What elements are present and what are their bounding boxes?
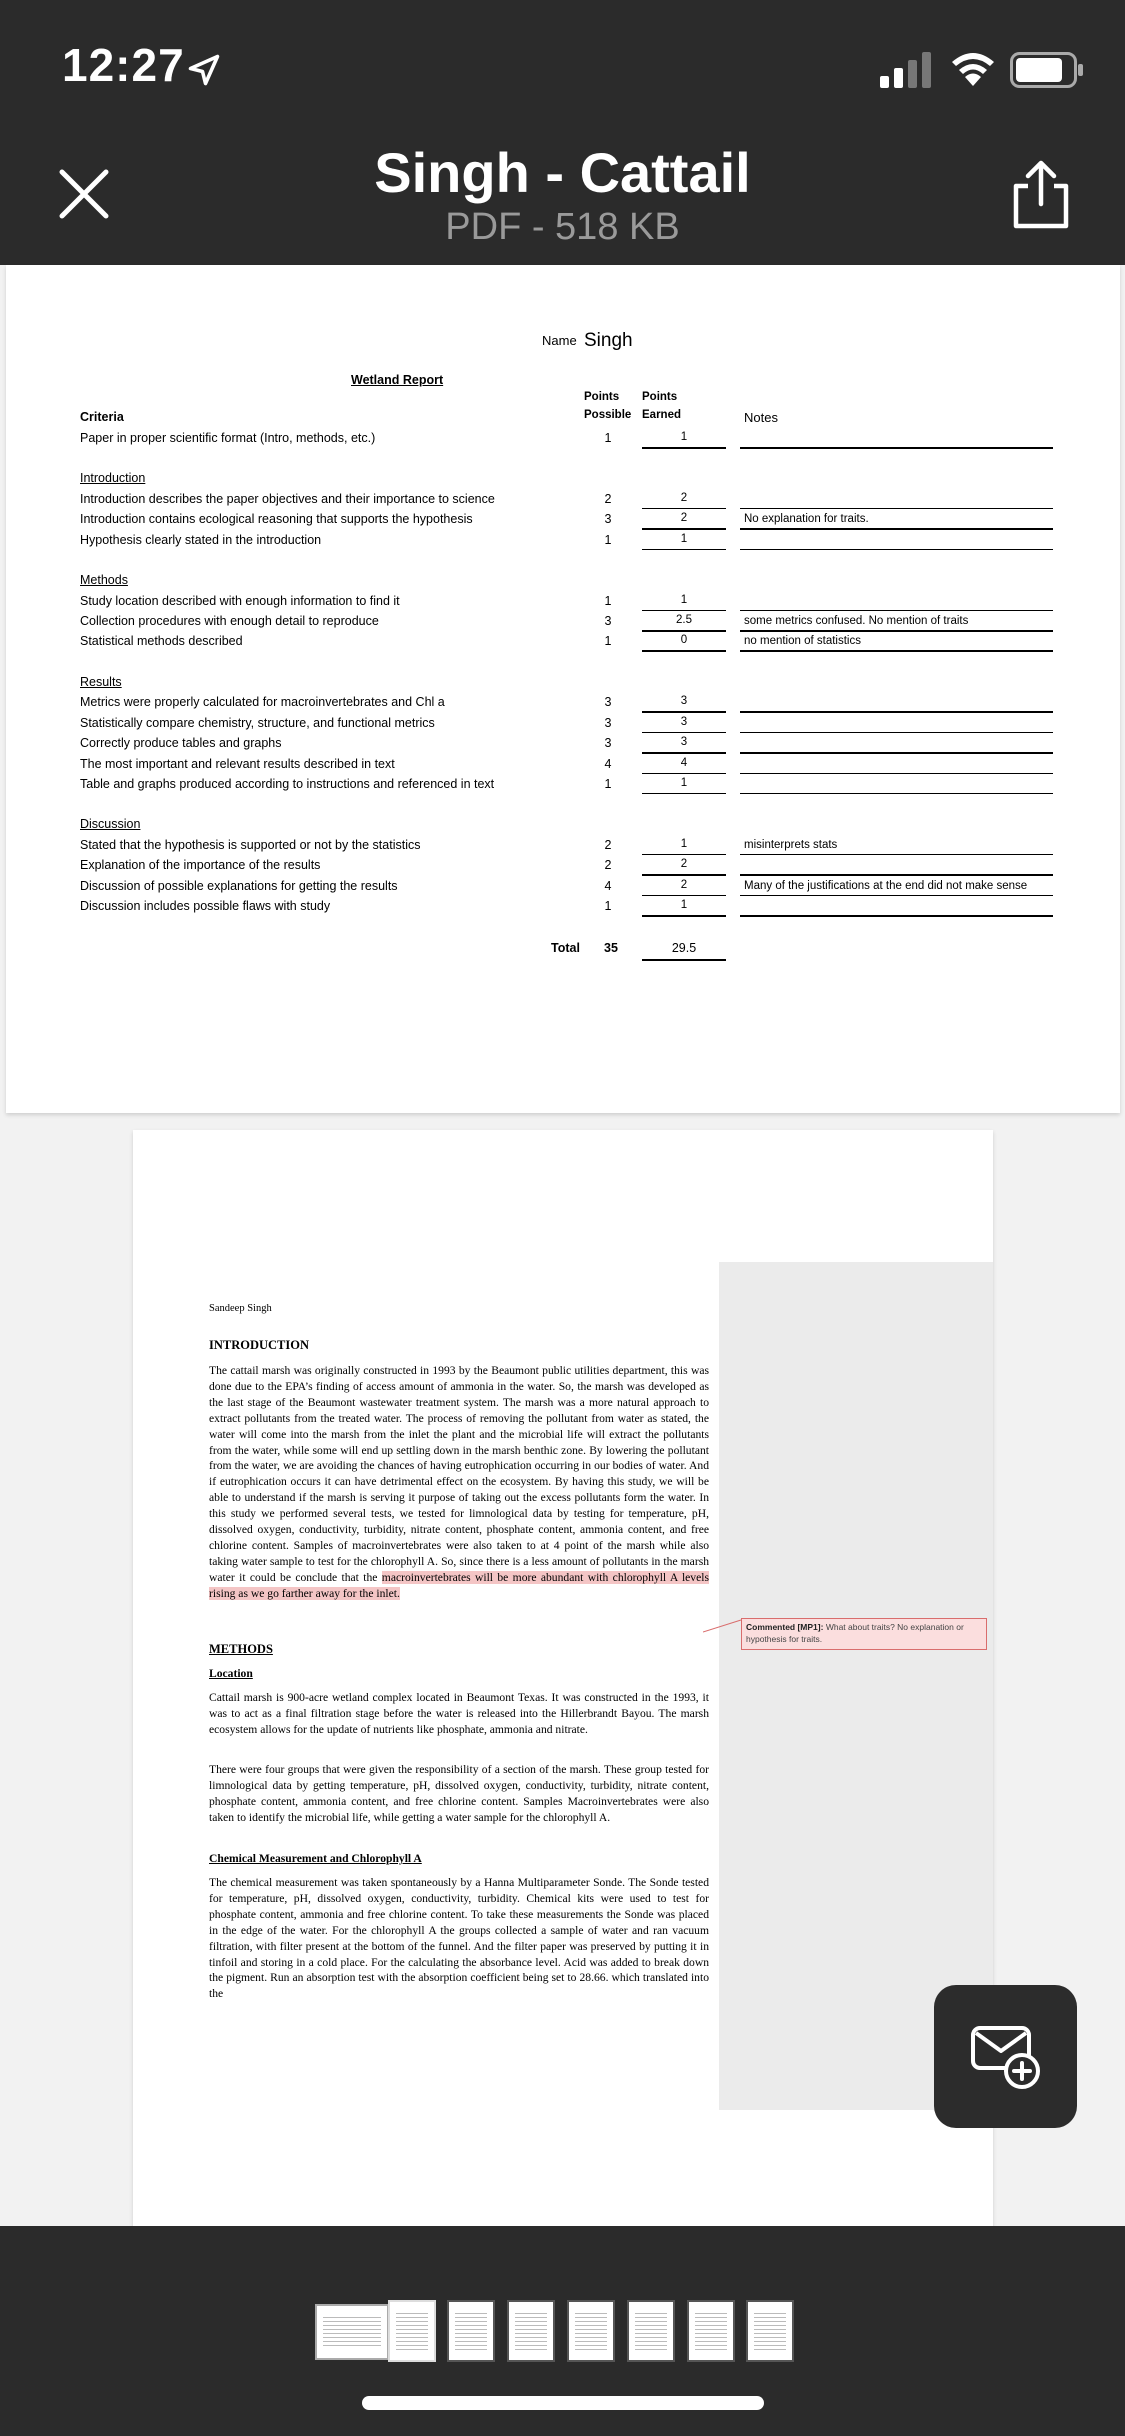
points-earned: 1 <box>680 776 688 789</box>
mail-compose-icon <box>970 2025 1042 2091</box>
rubric-criterion: Study location described with enough information to find it <box>80 593 400 608</box>
points-possible: 1 <box>604 593 612 608</box>
name-value: Singh <box>584 330 633 351</box>
pdf-page-paper <box>133 1130 993 2230</box>
total-earned: 29.5 <box>671 941 697 955</box>
notes-underline <box>740 793 1053 795</box>
points-possible: 3 <box>604 512 612 527</box>
rubric-criterion: The most important and relevant results described in text <box>80 756 395 771</box>
chem-heading: Chemical Measurement and Chlorophyll A <box>209 1852 422 1865</box>
col-criteria-label: Criteria <box>80 410 124 424</box>
document-subtitle: PDF - 518 KB <box>445 206 680 248</box>
points-possible: 3 <box>604 695 612 710</box>
intro-text: The cattail marsh was originally constructed in 1993 by the Beaumont public utilities department, this was done due to the EPA’s finding of access amount of ammonia in the water. So, the marsh was developed as the last stage of the Beaumont wastewater treatment system. The marsh was a more natural approach to extract pollutants from the treated water. The process of removing the pollutant from water as stated, the water will come into the marsh from the inlet the plant and the microbial life will extract the pollutants from the water, while some will end up settling down in the marsh benthic zone. By lowering the pollutant from the water, we are avoiding the chances of having eutrophication occurring in our bodies of water. And if eutrophication occurs it can have detrimental effect on the ecosystem. By having this study, we will be able to understand if the marsh is serving it purpose of taking out the excess pollutants form the water. In this study we performed several tests, we tested for limnological data by testing for temperature, pH, dissolved oxygen, conductivity, turbidity, nitrate content, phosphate content, ammonia content, and free chlorine content. Samples of macroinvertebrates were also taken to at 4 point of the marsh while also taking water sample to test for the chlorophyll A. So, since there is a less amount of pollutants in the marsh water it could be conclude that the <box>209 1364 709 1584</box>
page-thumbnail[interactable] <box>315 2304 389 2360</box>
col-earned-label: Earned <box>642 409 681 421</box>
home-indicator <box>362 2396 764 2410</box>
notes-underline <box>740 773 1053 775</box>
notes-underline <box>740 508 1053 510</box>
col-points-label: Points <box>584 391 620 403</box>
chem-paragraph: The chemical measurement was taken spontaneously by a Hanna Multiparameter Sonde. The Sonde tested for temperature, pH, dissolved oxygen, conductivity, turbidity. Chemical kits were used to test for phosphate content, ammonia and free chlorine content. To take these measurements the Sonde was placed in the edge of the water. For the chlorophyll A the groups collected a sample of water and ran vacuum filtration, with filter present at the bottom of the funnel. And the filter paper was preserved by putting it in tinfoil and storing in a cold place. For the calculating the absorbance level. Acid was added to break down the pigment. Run an absorption test with the absorption coefficient being set to 28.66. which translated into the <box>209 1876 709 2001</box>
total-label: Total <box>551 941 580 955</box>
thumbnail-preview <box>455 2310 487 2350</box>
points-earned: 0 <box>680 634 688 647</box>
grader-note: some metrics confused. No mention of traits <box>744 615 969 627</box>
points-earned: 2 <box>680 878 688 891</box>
grader-note: No explanation for traits. <box>744 513 869 526</box>
page-thumbnail[interactable] <box>388 2300 436 2362</box>
points-earned: 3 <box>680 736 688 749</box>
notes-underline <box>740 711 1053 713</box>
rubric-criterion: Stated that the hypothesis is supported or not by the statistics <box>80 837 421 852</box>
thumbnail-preview <box>754 2310 786 2350</box>
thumbnail-preview <box>635 2310 667 2350</box>
notes-underline <box>740 752 1053 754</box>
total-underline <box>642 959 726 961</box>
notes-underline <box>740 732 1053 734</box>
earned-underline <box>642 711 726 713</box>
earned-underline <box>642 549 726 551</box>
points-possible: 1 <box>604 899 612 913</box>
battery-icon <box>1010 52 1084 88</box>
points-possible: 2 <box>604 491 612 506</box>
earned-underline <box>642 915 726 917</box>
rubric-criterion: Discussion of possible explanations for getting the results <box>80 878 398 893</box>
status-time: 12:27 <box>62 39 185 91</box>
points-possible: 3 <box>604 614 612 628</box>
name-label: Name <box>542 333 577 348</box>
earned-underline <box>642 447 726 449</box>
intro-paragraph <box>209 1363 709 1602</box>
rubric-criterion: Metrics were properly calculated for macroinvertebrates and Chl a <box>80 695 445 710</box>
notes-underline <box>740 610 1053 612</box>
points-earned: 2.5 <box>676 614 692 626</box>
points-possible: 1 <box>604 776 612 791</box>
thumbnail-preview <box>323 2314 381 2348</box>
notes-underline <box>740 650 1053 652</box>
rubric-criterion: Statistical methods described <box>80 634 243 649</box>
earned-underline <box>642 773 726 775</box>
page-thumbnail[interactable] <box>687 2300 735 2362</box>
earned-underline <box>642 895 726 897</box>
points-possible: 1 <box>604 532 612 547</box>
highlighted-hypothesis[interactable]: macroinvertebrates will be more abundant with chlorophyll A levels rising as we go farther away for the inlet. <box>209 1570 709 1600</box>
rubric-criterion: Explanation of the importance of the results <box>80 858 321 873</box>
page-thumbnail[interactable] <box>567 2300 615 2362</box>
document-title: Singh - Cattail <box>374 141 751 204</box>
points-earned: 4 <box>680 756 688 769</box>
notes-underline <box>740 549 1053 551</box>
rubric-section-discussion: Discussion <box>80 817 141 832</box>
earned-underline <box>642 528 726 530</box>
points-possible: 2 <box>604 837 612 852</box>
notes-underline <box>740 895 1053 897</box>
points-earned: 1 <box>680 899 688 911</box>
rubric-criterion: Discussion includes possible flaws with study <box>80 899 331 913</box>
col-notes-label: Notes <box>744 410 778 425</box>
points-earned: 1 <box>680 532 688 545</box>
earned-underline <box>642 854 726 856</box>
points-earned: 2 <box>680 858 688 871</box>
location-arrow-icon <box>186 52 222 88</box>
rubric-section-results: Results <box>80 674 122 689</box>
groups-paragraph: There were four groups that were given the responsibility of a section of the marsh. These group tested for limnological data by getting temperature, pH, dissolved oxygen, conductivity, turbidity, nitrate content, phosphate content, ammonia content, and free chlorine content. Samples Macroinvertebrates were also taken to identify the microbial life, while getting a water sample for the chlorophyll A. <box>209 1763 709 1824</box>
col-possible-label: Possible <box>584 409 632 421</box>
earned-underline <box>642 793 726 795</box>
points-possible: 3 <box>604 736 612 751</box>
points-earned: 3 <box>680 715 688 728</box>
earned-underline <box>642 650 726 652</box>
points-possible: 1 <box>604 634 612 649</box>
pdf-page-rubric <box>6 265 1120 1113</box>
page-thumbnail[interactable] <box>627 2300 675 2362</box>
rubric-criterion: Statistically compare chemistry, structure, and functional metrics <box>80 715 435 730</box>
rubric-criterion: Paper in proper scientific format (Intro, methods, etc.) <box>80 431 376 445</box>
wifi-icon <box>950 50 996 88</box>
comment-bubble[interactable] <box>741 1618 987 1650</box>
comment-margin-pane <box>719 1262 993 2110</box>
total-possible: 35 <box>604 941 618 955</box>
location-heading: Location <box>209 1667 253 1680</box>
points-earned: 2 <box>680 491 688 504</box>
thumbnail-preview <box>396 2310 428 2350</box>
rubric-section-introduction: Introduction <box>80 471 146 486</box>
notes-underline <box>740 854 1053 856</box>
points-earned: 1 <box>680 431 688 443</box>
earned-underline <box>642 752 726 754</box>
share-icon[interactable] <box>1010 160 1072 230</box>
points-earned: 2 <box>680 512 688 525</box>
notes-underline <box>740 874 1053 876</box>
rubric-criterion: Hypothesis clearly stated in the introduction <box>80 532 322 547</box>
points-possible: 1 <box>604 431 612 445</box>
comment-label: Commented [MP1]: <box>746 1622 824 1632</box>
earned-underline <box>642 874 726 876</box>
intro-heading: INTRODUCTION <box>209 1338 310 1352</box>
thumbnail-preview <box>515 2310 547 2350</box>
points-earned: 1 <box>680 837 688 850</box>
points-possible: 2 <box>604 858 612 873</box>
rubric-criterion: Correctly produce tables and graphs <box>80 736 282 751</box>
notes-underline <box>740 915 1053 917</box>
page-thumbnail[interactable] <box>746 2300 794 2362</box>
rubric-section-methods: Methods <box>80 573 128 588</box>
notes-underline <box>740 447 1053 449</box>
rubric-criterion: Introduction describes the paper objectives and their importance to science <box>80 491 495 506</box>
rubric-criterion: Collection procedures with enough detail to reproduce <box>80 614 379 628</box>
points-earned: 1 <box>680 593 688 606</box>
earned-underline <box>642 630 726 632</box>
earned-underline <box>642 508 726 510</box>
notes-underline <box>740 630 1053 632</box>
rubric-criterion: Table and graphs produced according to instructions and referenced in text <box>80 776 495 791</box>
earned-underline <box>642 732 726 734</box>
points-possible: 4 <box>604 878 612 893</box>
grader-note: no mention of statistics <box>744 635 861 648</box>
rubric-criterion: Introduction contains ecological reasoning that supports the hypothesis <box>80 512 473 527</box>
compose-mail-button[interactable] <box>934 1985 1077 2128</box>
rubric-heading: Wetland Report <box>351 373 444 387</box>
thumbnail-preview <box>575 2310 607 2350</box>
comment-text: What about traits? No explanation or hypothesis for traits. <box>746 1622 964 1644</box>
points-possible: 3 <box>604 715 612 730</box>
thumbnail-preview <box>695 2310 727 2350</box>
paper-author: Sandeep Singh <box>209 1303 272 1314</box>
location-paragraph: Cattail marsh is 900-acre wetland complex located in Beaumont Texas. It was constructed in the 1993, it was to act as a final filtration stage before the water is released into the Hillerbrandt Bayou. The marsh ecosystem allows for the update of nutrients like phosphate, ammonia and nitrate. <box>209 1691 709 1736</box>
cellular-signal-icon <box>880 52 934 88</box>
points-earned: 3 <box>680 695 688 708</box>
comment-connector <box>703 1610 743 1640</box>
page-thumbnail[interactable] <box>447 2300 495 2362</box>
col-points-label-2: Points <box>642 391 678 403</box>
notes-underline <box>740 528 1053 530</box>
grader-note: misinterprets stats <box>744 838 838 851</box>
grader-note: Many of the justifications at the end did not make sense <box>744 879 1028 892</box>
page-thumbnail[interactable] <box>507 2300 555 2362</box>
points-possible: 4 <box>604 756 612 771</box>
methods-heading: METHODS <box>209 1642 273 1656</box>
earned-underline <box>642 610 726 612</box>
